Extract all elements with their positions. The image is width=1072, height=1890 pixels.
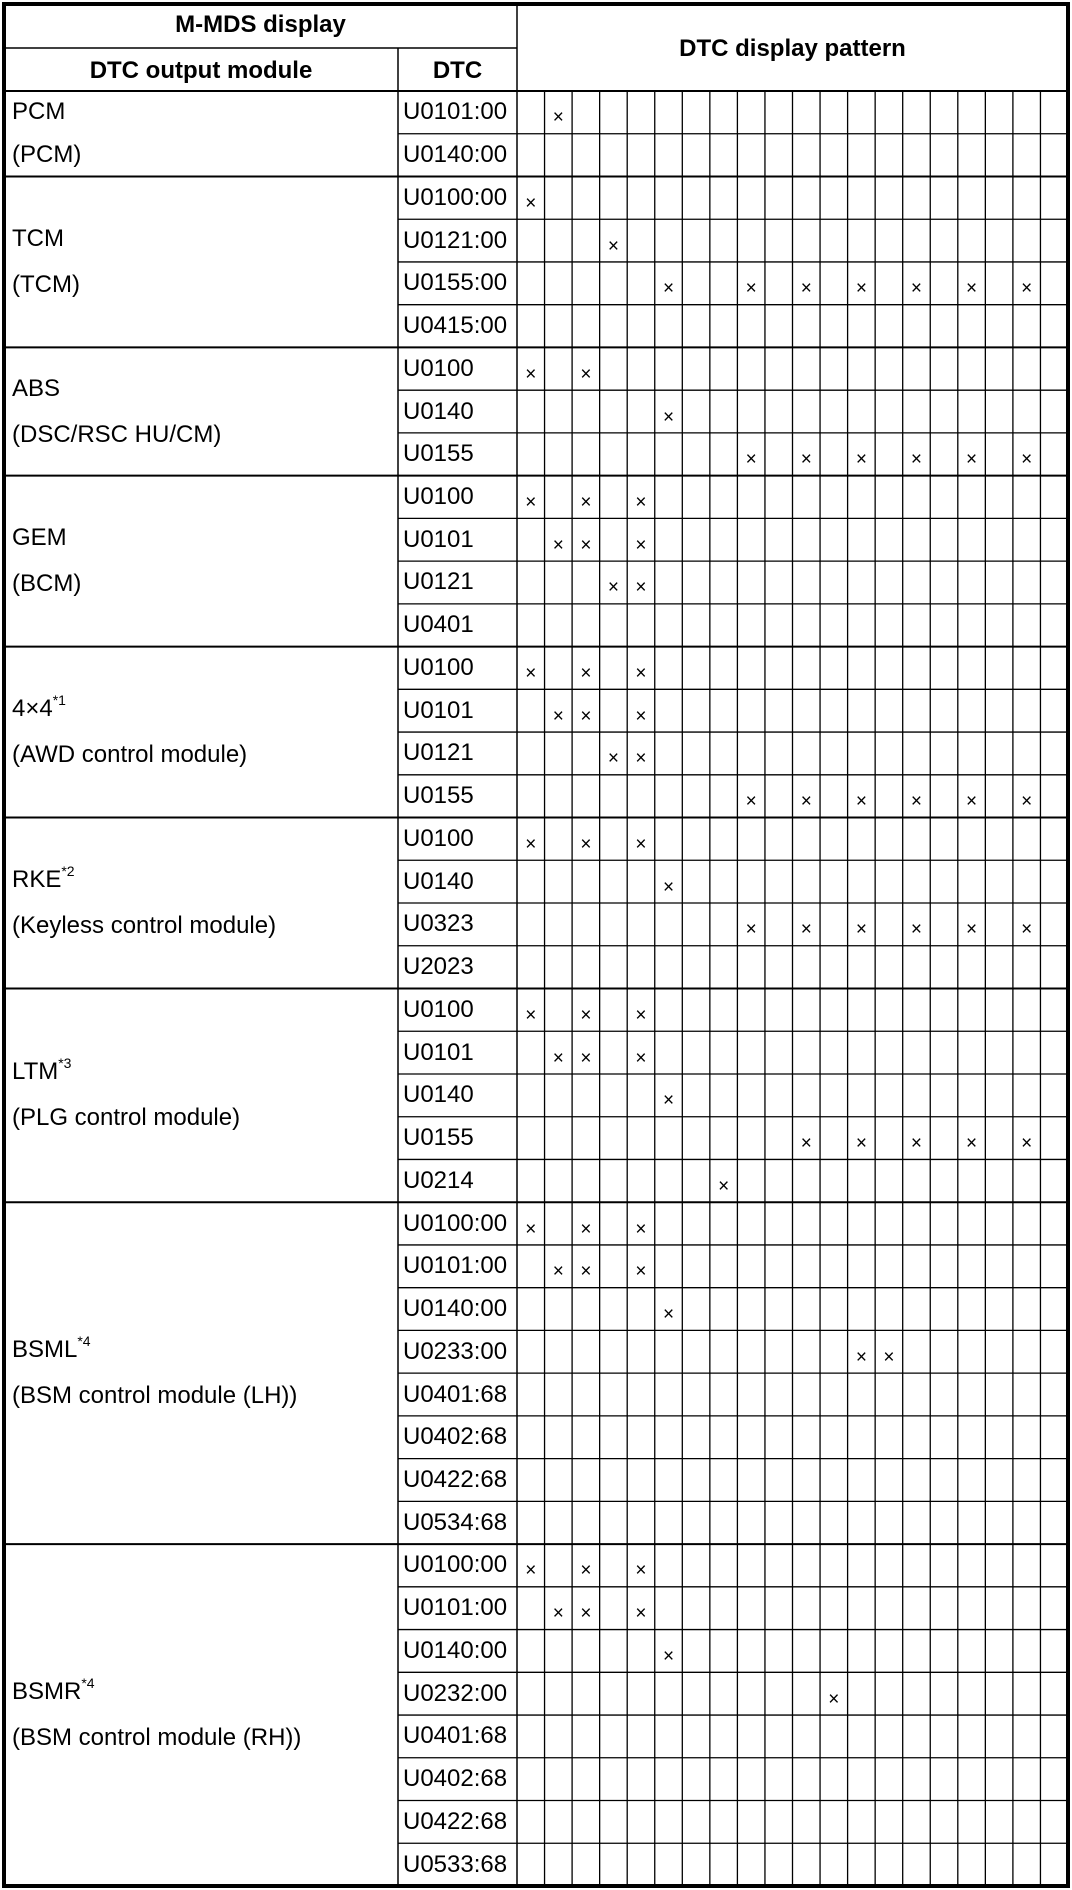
module-name (12, 100, 65, 124)
pattern-mark-x: × (662, 406, 675, 428)
pattern-mark-x: × (745, 449, 757, 471)
pattern-mark-x: × (525, 1004, 537, 1026)
dtc-code: U0140 (403, 867, 474, 895)
module-name (12, 863, 75, 894)
module-name-text: BSMR (12, 1678, 82, 1706)
module-subname: (BSM control module (RH)) (12, 1724, 302, 1752)
module-name (12, 224, 64, 252)
pattern-mark-x: × (552, 1261, 564, 1283)
pattern-mark-x: × (580, 492, 592, 513)
pattern-mark-x: × (1021, 919, 1033, 941)
pattern-mark-x: × (910, 791, 923, 813)
pattern-mark-x: × (552, 1603, 564, 1625)
pattern-mark-x: × (800, 1133, 812, 1155)
pattern-mark-x: × (552, 705, 564, 727)
pattern-mark-x: × (662, 876, 675, 898)
pattern-mark-x: × (910, 919, 923, 941)
pattern-mark-x: × (635, 748, 647, 770)
pattern-mark-x: × (662, 1090, 675, 1112)
dtc-output-module-header: DTC output module (89, 57, 313, 84)
dtc-code: U0155 (403, 440, 474, 468)
dtc-code: U0100 (403, 483, 474, 510)
pattern-mark-x: × (855, 919, 867, 941)
pattern-mark-x: × (855, 278, 867, 300)
pattern-mark-x: × (855, 449, 867, 471)
dtc-code: U0100 (403, 653, 474, 681)
pattern-mark-x: × (635, 705, 647, 727)
module-subname: (PCM) (12, 141, 82, 169)
pattern-mark-x: × (662, 278, 675, 300)
dtc-code: U0101:00 (403, 1252, 508, 1280)
module-name (12, 1333, 91, 1364)
dtc-code: U0214 (403, 1166, 474, 1194)
module-name-text: 4×4 (12, 695, 53, 723)
pattern-mark-x: × (910, 278, 923, 300)
pattern-mark-x: × (580, 1261, 592, 1283)
dtc-code: U0100:00 (403, 183, 508, 211)
pattern-mark-x: × (855, 1133, 867, 1155)
dtc-code: U0422:68 (403, 1465, 508, 1493)
module-name (12, 1055, 72, 1086)
dtc-display-pattern-header: DTC display pattern (679, 35, 906, 62)
dtc-code: U0100 (403, 824, 474, 852)
pattern-mark-x: × (910, 1133, 923, 1155)
dtc-code: U0155 (403, 1124, 474, 1152)
dtc-code: U0140 (403, 397, 474, 425)
pattern-mark-x: × (552, 534, 564, 556)
pattern-mark-x: × (580, 1560, 592, 1582)
pattern-mark-x: × (525, 833, 537, 855)
pattern-mark-x: × (580, 1603, 592, 1625)
module-footnote-ref: *3 (58, 1055, 72, 1072)
module-footnote-ref: *4 (77, 1333, 91, 1350)
pattern-mark-x: × (800, 278, 812, 300)
pattern-mark-x: × (552, 1047, 564, 1069)
dtc-code: U0100 (403, 995, 474, 1023)
pattern-mark-x: × (1021, 1133, 1033, 1155)
module-subname: (BSM control module (LH)) (12, 1382, 298, 1410)
dtc-code: U0401:68 (403, 1722, 508, 1750)
module-name-text: RKE (12, 866, 62, 894)
module-name (12, 374, 61, 402)
dtc-code: U0232:00 (403, 1679, 508, 1707)
module-subname: (BCM) (12, 570, 82, 598)
module-name (12, 526, 67, 550)
dtc-code: U0101:00 (403, 1594, 508, 1622)
dtc-code: U0101:00 (403, 98, 508, 126)
module-name-text: BSML (12, 1336, 78, 1364)
pattern-mark-x: × (525, 492, 537, 513)
pattern-mark-x: × (883, 1346, 895, 1368)
pattern-mark-x: × (607, 235, 619, 257)
module-name-text: PCM (12, 98, 66, 126)
dtc-code: U0422:68 (403, 1807, 508, 1835)
pattern-mark-x: × (635, 1603, 647, 1625)
pattern-mark-x: × (800, 449, 812, 471)
module-name-text: LTM (12, 1058, 59, 1086)
pattern-mark-x: × (635, 492, 647, 513)
module-name-text: TCM (12, 224, 64, 252)
pattern-mark-x: × (828, 1688, 840, 1710)
pattern-mark-x: × (662, 1645, 675, 1667)
pattern-mark-x: × (635, 1560, 647, 1582)
module-name-text: ABS (12, 374, 61, 402)
pattern-mark-x: × (855, 791, 867, 813)
dtc-code: U0140:00 (403, 1636, 508, 1664)
dtc-code: U0101 (403, 525, 474, 553)
pattern-mark-x: × (966, 449, 978, 471)
pattern-mark-x: × (745, 278, 757, 300)
dtc-code: U0401 (403, 611, 474, 639)
pattern-mark-x: × (745, 791, 757, 813)
pattern-mark-x: × (607, 577, 619, 599)
module-subname: (PLG control module) (12, 1104, 241, 1132)
module-footnote-ref: *4 (81, 1675, 95, 1692)
pattern-mark-x: × (1021, 791, 1033, 813)
dtc-code: U2023 (403, 953, 474, 981)
pattern-mark-x: × (800, 919, 812, 941)
dtc-code: U0100:00 (403, 1551, 508, 1579)
dtc-code: U0121 (403, 739, 474, 767)
pattern-mark-x: × (966, 1133, 978, 1155)
dtc-code: U0533:68 (403, 1850, 508, 1878)
dtc-code: U0140:00 (403, 141, 508, 169)
pattern-mark-x: × (525, 192, 537, 214)
pattern-mark-x: × (580, 534, 592, 556)
pattern-mark-x: × (635, 1004, 647, 1026)
dtc-code: U0140:00 (403, 1295, 508, 1323)
pattern-mark-x: × (635, 1047, 647, 1069)
pattern-mark-x: × (525, 662, 537, 684)
module-subname: (AWD control module) (12, 741, 248, 769)
dtc-code: U0402:68 (403, 1765, 508, 1793)
dtc-code: U0100 (403, 354, 474, 382)
module-name-text: GEM (12, 524, 67, 552)
pattern-mark-x: × (662, 1304, 675, 1326)
dtc-code: U0155:00 (403, 269, 508, 297)
pattern-mark-x: × (525, 1218, 537, 1240)
pattern-mark-x: × (580, 705, 592, 727)
pattern-mark-x: × (635, 662, 647, 684)
pattern-mark-x: × (580, 662, 592, 684)
dtc-code: U0233:00 (403, 1337, 508, 1365)
pattern-mark-x: × (580, 1047, 592, 1069)
dtc-code: U0155 (403, 782, 474, 810)
pattern-mark-x: × (966, 919, 978, 941)
pattern-mark-x: × (580, 1218, 592, 1240)
dtc-code: U0402:68 (403, 1423, 508, 1451)
pattern-mark-x: × (607, 748, 619, 770)
pattern-mark-x: × (552, 107, 564, 129)
pattern-mark-x: × (635, 1261, 647, 1283)
dtc-code: U0101 (403, 1038, 474, 1066)
dtc-code: U0100:00 (403, 1209, 508, 1237)
pattern-mark-x: × (718, 1175, 730, 1197)
pattern-mark-x: × (580, 833, 592, 855)
pattern-mark-x: × (966, 791, 978, 813)
pattern-mark-x: × (635, 534, 647, 556)
mmds-display-header: M-MDS display (175, 11, 346, 38)
module-subname: (Keyless control module) (12, 912, 277, 940)
pattern-mark-x: × (1021, 278, 1033, 300)
pattern-mark-x: × (580, 1004, 592, 1026)
dtc-code: U0415:00 (403, 312, 508, 340)
pattern-mark-x: × (525, 363, 537, 385)
module-name (12, 1675, 95, 1706)
pattern-mark-x: × (635, 577, 647, 599)
dtc-code: U0121 (403, 568, 474, 596)
dtc-code: U0534:68 (403, 1508, 508, 1536)
pattern-mark-x: × (635, 833, 647, 855)
dtc-code: U0140 (403, 1081, 474, 1109)
module-subname: (TCM) (12, 270, 80, 298)
module-subname: (DSC/RSC HU/CM) (12, 420, 222, 448)
dtc-header: DTC (432, 57, 483, 84)
module-name (12, 692, 66, 723)
pattern-mark-x: × (635, 1218, 647, 1240)
dtc-code: U0401:68 (403, 1380, 508, 1408)
pattern-mark-x: × (966, 278, 978, 300)
dtc-code: U0323 (403, 910, 474, 938)
pattern-mark-x: × (910, 449, 923, 471)
pattern-mark-x: × (855, 1346, 867, 1368)
pattern-mark-x: × (525, 1560, 537, 1582)
dtc-code: U0101 (403, 696, 474, 724)
module-footnote-ref: *2 (61, 863, 75, 880)
pattern-mark-x: × (800, 791, 812, 813)
pattern-mark-x: × (1021, 449, 1033, 471)
dtc-code: U0121:00 (403, 226, 508, 254)
pattern-mark-x: × (580, 363, 592, 385)
pattern-mark-x: × (745, 919, 757, 941)
module-footnote-ref: *1 (52, 692, 66, 709)
